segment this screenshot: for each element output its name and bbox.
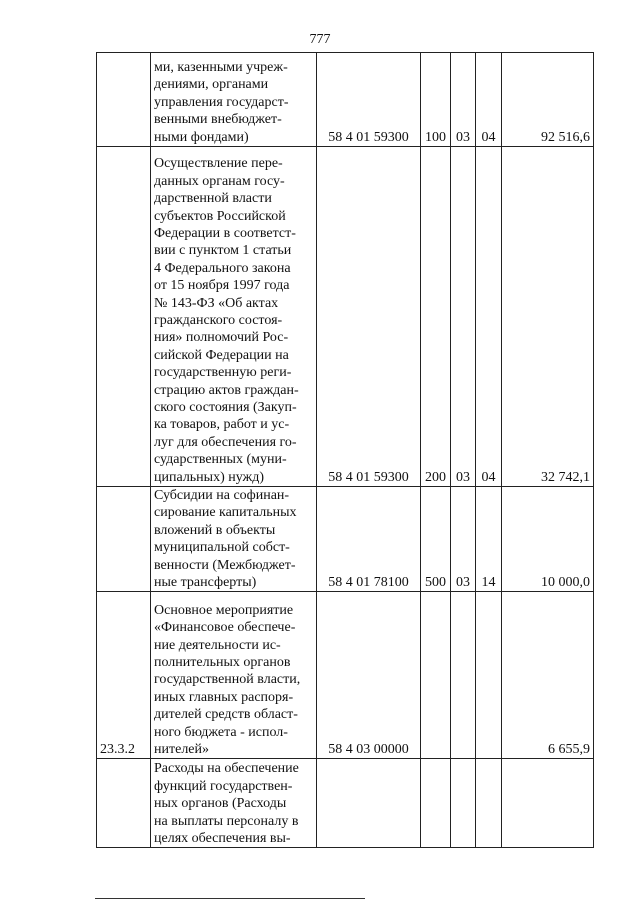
description-line: полнительных органов xyxy=(154,655,291,670)
row-description xyxy=(151,53,317,147)
description-line: дениями, органами xyxy=(154,77,269,93)
description-line: ми, казенными учреж- xyxy=(154,59,288,75)
description-line: венными внебюджет- xyxy=(154,112,282,128)
row-number: 23.3.2 xyxy=(97,592,151,759)
description-line: сударственных (муни- xyxy=(154,452,287,468)
expense-type-code: 500 xyxy=(421,487,451,592)
target-article-code xyxy=(317,759,421,848)
description-line: вии с пунктом 1 статьи xyxy=(154,243,292,259)
row-number xyxy=(97,53,151,147)
description-line: сирование капитальных xyxy=(154,505,297,521)
page-number: 777 xyxy=(309,32,331,47)
amount-value: 6 655,9 xyxy=(502,592,594,759)
description-line: ных органов (Расходы xyxy=(154,796,287,812)
description-line: страцию актов граждан- xyxy=(154,382,299,398)
description-line: ние деятельности ис- xyxy=(154,637,281,653)
target-article-code: 58 4 03 00000 xyxy=(317,592,421,759)
description-line: Субсидии на софинан- xyxy=(154,488,290,503)
description-line: ка товаров, работ и ус- xyxy=(154,417,290,433)
table-row xyxy=(97,487,594,592)
description-line: ципальных) нужд) xyxy=(154,469,265,485)
expense-type-code: 200 xyxy=(421,147,451,487)
description-line: управления государст- xyxy=(154,94,289,110)
row-description xyxy=(151,592,317,759)
description-line: луг для обеспечения го- xyxy=(154,434,297,450)
description-line: субъектов Российской xyxy=(154,208,286,224)
expense-type-code: 100 xyxy=(421,53,451,147)
subsection-code xyxy=(476,759,502,848)
row-description xyxy=(151,147,317,487)
budget-table xyxy=(96,52,594,848)
description-line: дарственной власти xyxy=(154,191,272,207)
description-line: 4 Федерального закона xyxy=(154,260,291,276)
description-line: Расходы на обеспечение xyxy=(154,761,299,777)
subsection-code: 04 xyxy=(476,53,502,147)
footnote-rule xyxy=(95,898,365,899)
row-number xyxy=(97,759,151,848)
description-line: вложений в объекты xyxy=(154,522,276,538)
row-number xyxy=(97,147,151,487)
description-line: ные трансферты) xyxy=(154,575,257,591)
description-line: «Финансовое обеспече- xyxy=(154,620,296,636)
description-line: дителей средств област- xyxy=(154,707,298,723)
subsection-code xyxy=(476,592,502,759)
target-article-code: 58 4 01 59300 xyxy=(317,147,421,487)
amount-value xyxy=(502,759,594,848)
description-line: № 143-ФЗ «Об актах xyxy=(154,295,279,311)
expense-type-code xyxy=(421,759,451,848)
description-line: ского состояния (Закуп- xyxy=(154,399,297,415)
description-line: государственную реги- xyxy=(154,365,292,381)
table-row xyxy=(97,53,594,147)
description-line: Федерации в соответст- xyxy=(154,225,296,241)
amount-value: 10 000,0 xyxy=(502,487,594,592)
description-line: Основное мероприятие xyxy=(154,602,294,618)
row-description xyxy=(151,487,317,592)
section-code xyxy=(451,592,476,759)
description-line: ного бюджета - испол- xyxy=(154,724,288,740)
target-article-code: 58 4 01 59300 xyxy=(317,53,421,147)
description-line: ния» полномочий Рос- xyxy=(154,330,289,346)
description-line: на выплаты персоналу в xyxy=(154,813,299,829)
description-line: функций государствен- xyxy=(154,778,293,794)
amount-value: 32 742,1 xyxy=(502,147,594,487)
description-line: гражданского состоя- xyxy=(154,312,283,328)
amount-value: 92 516,6 xyxy=(502,53,594,147)
description-line: ными фондами) xyxy=(154,129,249,145)
section-code: 03 xyxy=(451,147,476,487)
description-line: государственной власти, xyxy=(154,672,301,688)
table-row xyxy=(97,147,594,487)
description-line: нителей» xyxy=(154,742,210,758)
subsection-code: 14 xyxy=(476,487,502,592)
description-line: Осуществление пере- xyxy=(154,156,283,172)
description-line: сийской Федерации на xyxy=(154,347,289,363)
row-number xyxy=(97,487,151,592)
section-code: 03 xyxy=(451,487,476,592)
table-row xyxy=(97,592,594,759)
expense-type-code xyxy=(421,592,451,759)
subsection-code: 04 xyxy=(476,147,502,487)
target-article-code: 58 4 01 78100 xyxy=(317,487,421,592)
description-line: от 15 ноября 1997 года xyxy=(154,278,290,294)
description-line: муниципальной собст- xyxy=(154,540,290,556)
description-line: целях обеспечения вы- xyxy=(154,831,291,847)
description-line: иных главных распоря- xyxy=(154,689,294,705)
section-code: 03 xyxy=(451,53,476,147)
row-description xyxy=(151,759,317,848)
description-line: данных органам госу- xyxy=(154,173,285,189)
table-row xyxy=(97,759,594,848)
section-code xyxy=(451,759,476,848)
description-line: венности (Межбюджет- xyxy=(154,557,296,573)
table-body xyxy=(97,53,594,848)
